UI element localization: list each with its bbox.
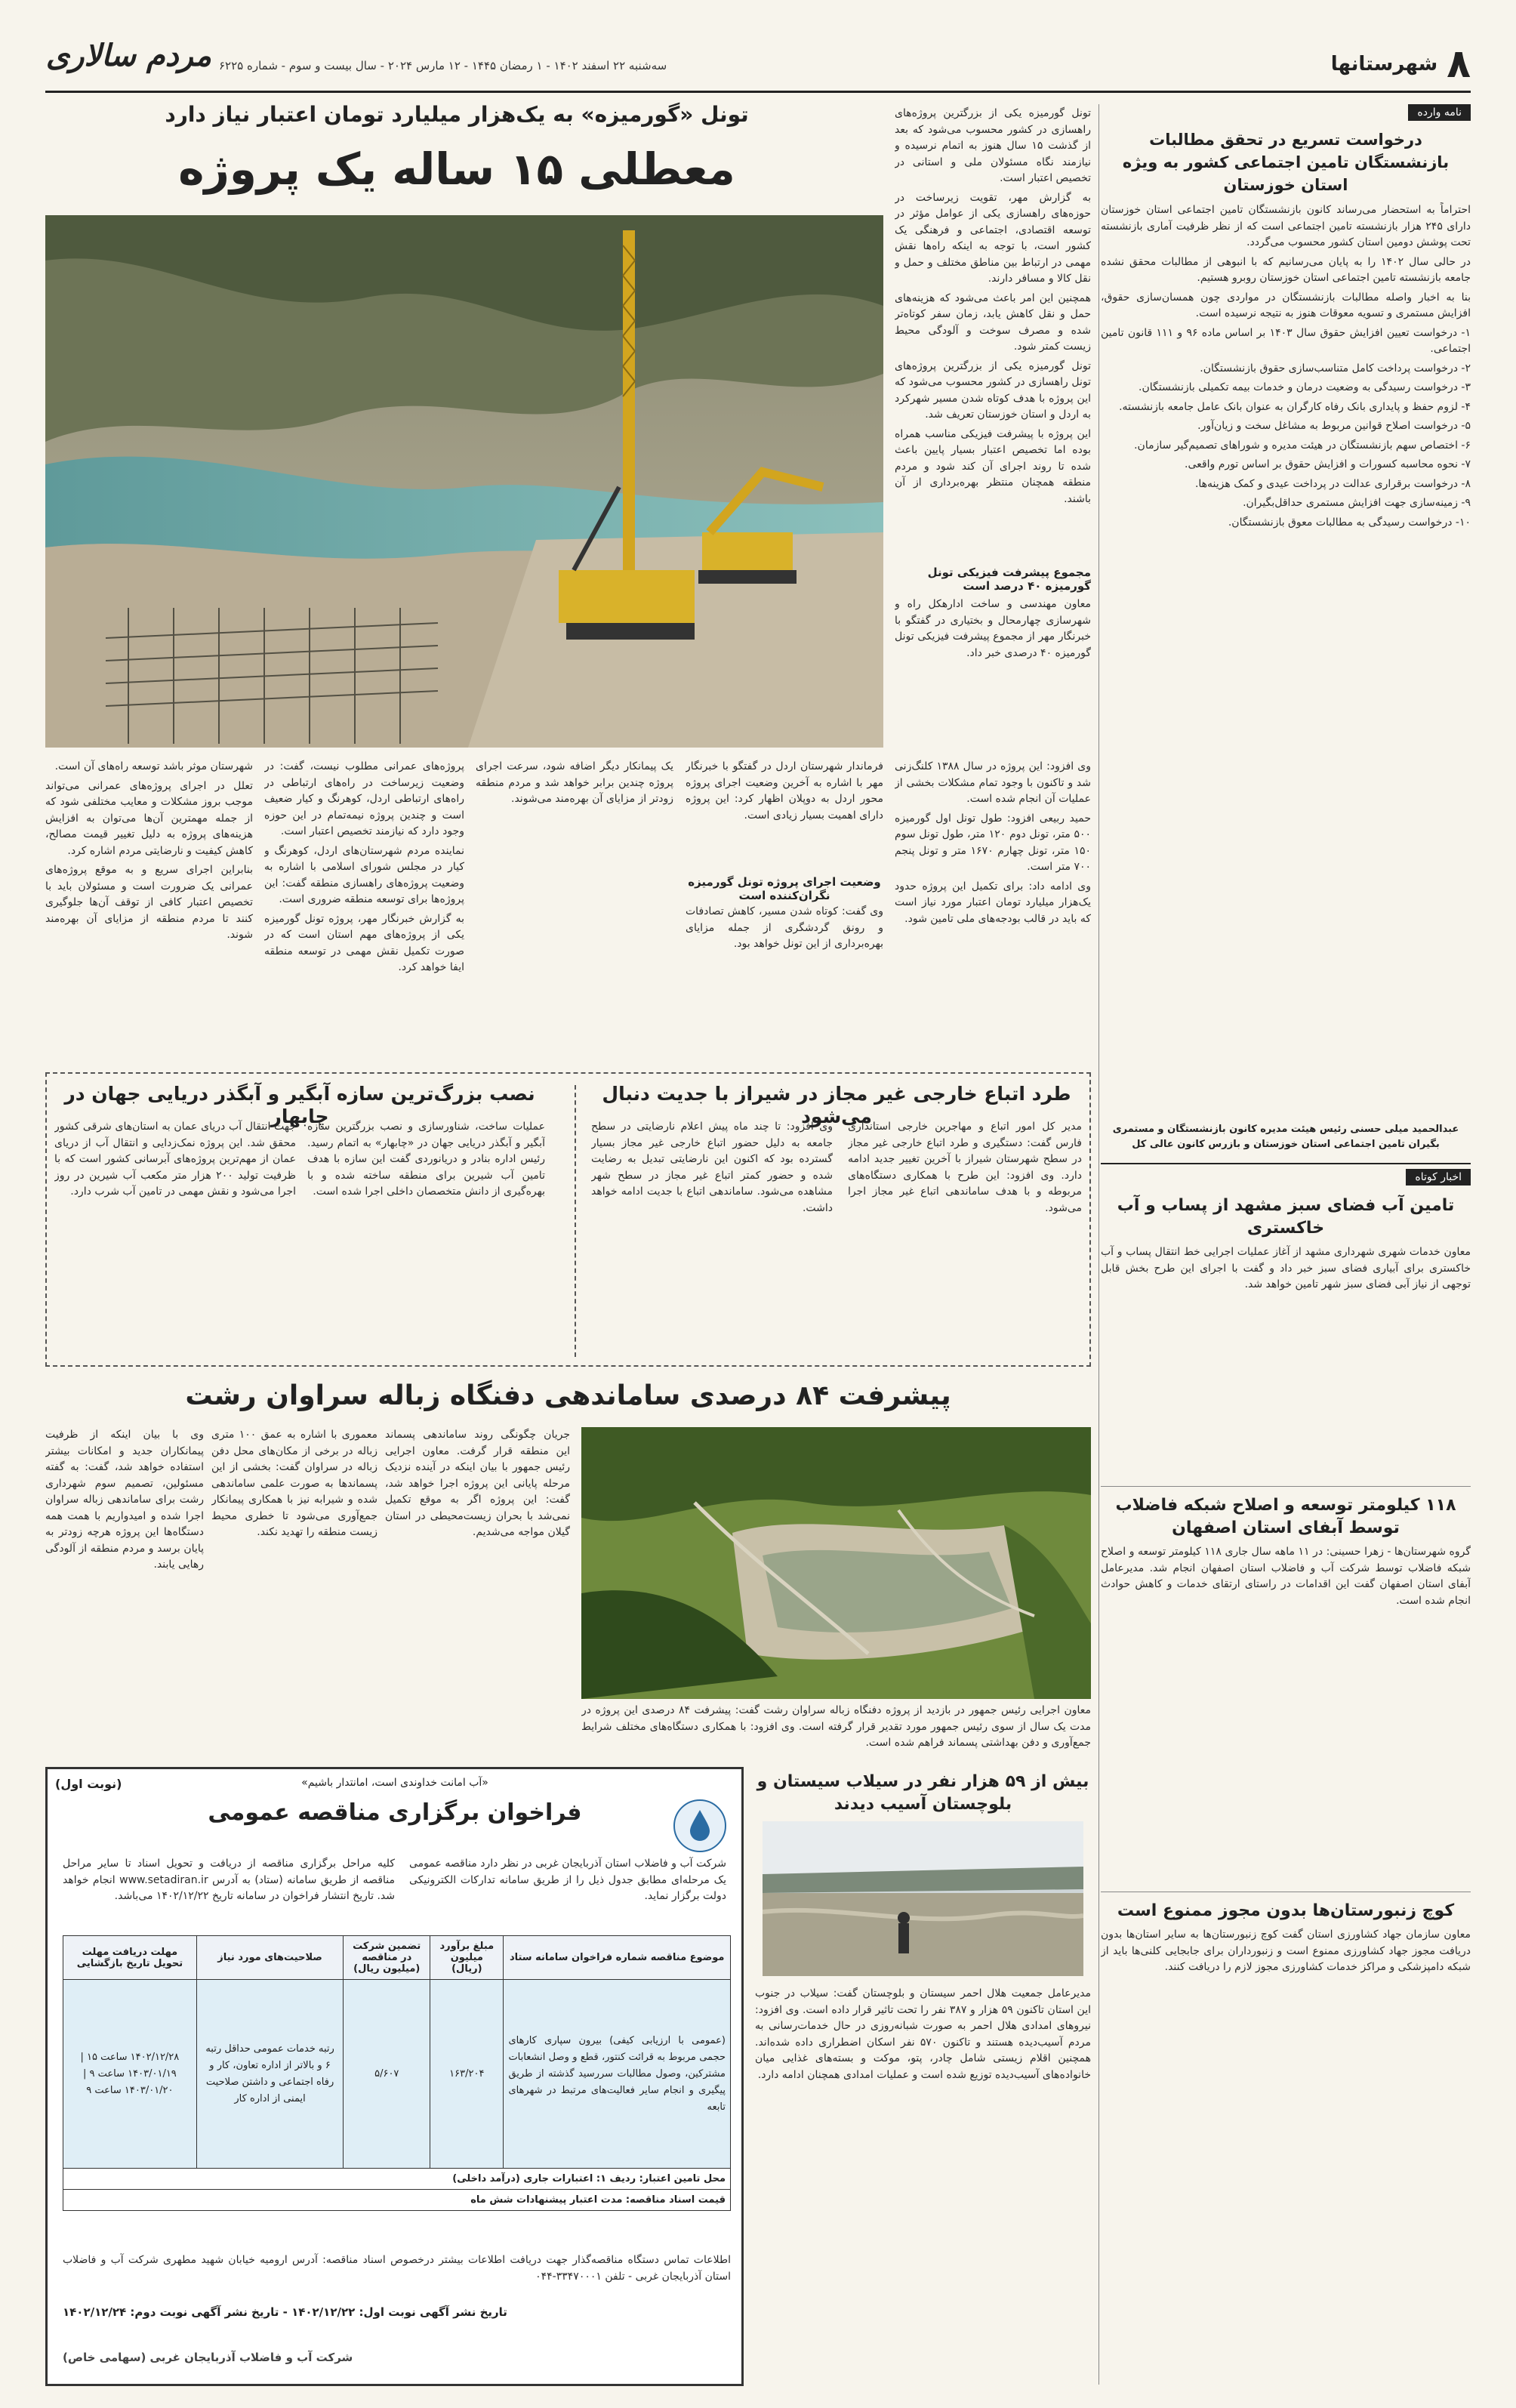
letter-para: در حالی سال ۱۴۰۲ را به پایان می‌رسانیم که با انبوهی از مطالبات محقق نشده جامعه بازنشسته تامین اجتماعی استان خوزستان روبرو هستیم. <box>1101 255 1471 284</box>
ad-round: (نوبت اول) <box>55 1777 122 1791</box>
box-divider <box>574 1085 576 1357</box>
right-column <box>1101 104 1471 2388</box>
masthead-section <box>1274 42 1471 87</box>
landfill-photo <box>581 1427 1091 1699</box>
table-cell: محل تامین اعتبار: ردیف ۱: اعتبارات جاری (درآمد داخلی) <box>63 2169 731 2190</box>
lead-col-3 <box>686 759 883 1057</box>
letter-para: ۹- زمینه‌سازی جهت افزایش مستمری حداقل‌بگیران. <box>1243 497 1471 509</box>
ad-company: شرکت آب و فاضلاب آذربایجان غربی (سهامی خاص) <box>63 2351 353 2364</box>
lead-para: معاون مهندسی و ساخت ادارهکل راه و شهرسازی چهارمحال و بختیاری در گفتگو با خبرنگار مهر از مجموع پیشرفت فیزیکی تونل گورمیزه ۴۰ درصدی خبر داد. <box>895 598 1091 659</box>
letter-para: بنا به اخبار واصله مطالبات بازنشستگان در مواردی چون همسان‌سازی حقوق، افزایش مستمری و تسویه معوقات هنوز به نتیجه نرسیده است. <box>1101 291 1471 319</box>
table-cell: ۵/۶۰۷ <box>344 1980 430 2169</box>
lead-headline: معطلی ۱۵ ساله یک پروژه <box>178 143 735 195</box>
letter-para: ۴- لزوم حفظ و پایداری بانک رفاه کارگران به عنوان بانک عامل جامعه بازنشسته. <box>1119 400 1471 413</box>
flood-title-text: بیش از ۵۹ هزار نفر در سیلاب سیستان و بلوچستان آسیب دیدند <box>756 1772 1089 1814</box>
lead-para: پروژه‌های عمرانی مطلوب نیست، گفت: در وضعیت زیرساخت در راه‌های ارتباطی در راه‌های ارتباطی اردل، کوهرنگ و کیار ضعیف است و چندین پروژه نیمه‌تمام در این حوزه وجود دارد که نیازمند تخصیص اعتبار است. <box>264 760 464 837</box>
company-logo-icon <box>673 1799 726 1852</box>
lead-para: وی افزود: این پروژه در سال ۱۳۸۸ کلنگ‌زنی شد و تاکنون با وجود تمام مشکلات بخشی از عملیات آن انجام شده است. <box>895 760 1091 805</box>
lead-para: تعلل در اجرای پروژه‌های عمرانی می‌تواند موجب بروز مشکلات و معایب مختلفی شود که از جمله مهمترین آن‌ها می‌توان به افزایش هزینه‌های پروژه به دلیل تغییر قیمت مصالح، کاهش کیفیت و نارضایتی مردم اشاره کرد. <box>45 779 253 857</box>
table-row <box>63 2169 731 2190</box>
lead-col-1b <box>895 597 1091 755</box>
story2-title <box>54 1083 545 1127</box>
rasht-col2: جریان چگونگی روند ساماندهی پسماند این منطقه قرار گرفت. معاون اجرایی رئیس جمهور با بیان اینکه در آینده نزدیک مرحله پایانی این پروژه اجرا خواهد شد، گفت: این پروژه اگر به موقع تکمیل نمی‌شد با بحران زیست‌محیطی در استان گیلان مواجه می‌شدیم. <box>385 1429 570 1538</box>
lead-para: به گزارش خبرنگار مهر، پروژه تونل گورمیزه یکی از پروژه‌های مهم استان است که در صورت تکمیل نقش مهمی در توسعه منطقه ایفا خواهد کرد. <box>264 912 464 973</box>
section-name: شهرستانها <box>1330 53 1438 76</box>
letter-signature: عبدالحمید میلی حسنی رئیس هیئت مدیره کانون بازنشستگان و مستمری بگیران تامین اجتماعی استان خوزستان و بازرس کانون عالی کل <box>1112 1124 1459 1150</box>
table-row <box>63 1980 731 2169</box>
letter-para: احتراماً به استحضار می‌رساند کانون بازنشستگان تامین اجتماعی استان خوزستان دارای ۲۴۵ هزار بازنشسته تامین اجتماعی است که از نظر ظرفیت آماری بازنشسته تحت پوشش دومین استان کشور محسوب می‌گردد. <box>1101 204 1471 248</box>
table-header: مبلغ برآورد میلیون (ریال) <box>430 1936 504 1980</box>
boxed-news-section <box>45 1072 1091 1367</box>
table-header: موضوع مناقصه شماره فراخوان سامانه ستاد <box>504 1936 731 1980</box>
brief-divider <box>1101 1486 1471 1487</box>
lead-para: این پروژه با پیشرفت فیزیکی مناسب همراه بوده اما تخصیص اعتبار بسیار پایین باعث شده تا روند اجرای آن کند شود و مردم منطقه همچنان منتظر بهره‌برداری از آن باشند. <box>895 427 1091 505</box>
flood-body: مدیرعامل جمعیت هلال احمر سیستان و بلوچستان گفت: سیلاب در جنوب این استان تاکنون ۵۹ هزار و ۳۸۷ نفر را تحت تاثیر قرار داده است. وی افزود: نیروهای امدادی هلال احمر به صورت شبانه‌روزی در حال خدمات‌رسانی به مردم آسیب‌دیده هستند و تاکنون ۵۷۰ نفر اسکان اضطراری داده شده‌اند. همچنین اقلام زیستی شامل چادر، پتو، موکت و بسته‌های غذایی میان خانواده‌های آسیب‌دیده توزیع شده است و عملیات امدادی همچنان ادامه دارد. <box>755 1987 1091 2081</box>
letter-para: ۷- نحوه محاسبه کسورات و افزایش حقوق بر اساس تورم واقعی. <box>1185 458 1471 470</box>
brief2-title: ۱۱۸ کیلومتر توسعه و اصلاح شبکه فاضلاب توسط آبفای استان اصفهان <box>1115 1496 1456 1537</box>
briefs-tag-row <box>1101 1163 1471 1186</box>
letter-title: درخواست تسریع در تحقق مطالبات بازنشستگان تامین اجتماعی کشور به ویژه استان خوزستان <box>1122 131 1450 194</box>
brief3-title: کوچ زنبورستان‌ها بدون مجوز ممنوع است <box>1117 1901 1455 1920</box>
letter-para: ۶- اختصاص سهم بازنشستگان در هیئت مدیره و شوراهای تصمیم‌گیر سازمان. <box>1134 439 1471 452</box>
lead-para: حمید ربیعی افزود: طول تونل اول گورمیزه ۵۰۰ متر، تونل دوم ۱۲۰ متر، طول تونل سوم ۱۵۰ متر، تونل چهارم ۱۶۷۰ متر و تونل پنجم ۷۰۰ متر است. <box>895 812 1091 873</box>
letter-para: ۲- درخواست پرداخت کامل متناسب‌سازی حقوق بازنشستگان. <box>1200 362 1471 375</box>
story2-col2: جهت انتقال آب دریای عمان به استان‌های شرقی کشور محقق شد. این پروژه نمک‌زدایی و انتقال آب از دریای عمان از مهم‌ترین پروژه‌های آبرسانی کشور است که با ظرفیت تولید ۲۰۰ هزار متر مکعب آب شیرین در روز اجرا می‌شود و نقش مهمی در تامین آب شرب دارد. <box>54 1121 296 1198</box>
lead-kicker <box>45 102 868 138</box>
flood-photo-svg <box>763 1821 1083 1976</box>
rasht-col1: معاون اجرایی رئیس جمهور در بازدید از پروژه دفنگاه زباله سراوان رشت گفت: پیشرفت ۸۴ درصدی این پروژه در مدت یک سال از سوی رئیس جمهور مورد تقدیر قرار گرفته است. وی افزود: با همکاری دستگاه‌های مختلف شرایط جمع‌آوری و دفن بهداشتی پسماند فراهم شده است. <box>581 1704 1091 1749</box>
paper-name: مردم سالاری <box>45 38 211 73</box>
lead-col-6 <box>45 759 253 1057</box>
story1-title-text: طرد اتباع خارجی غیر مجاز در شیراز با جدیت دنبال می‌شود <box>602 1083 1071 1127</box>
letter-para: ۵- درخواست اصلاح قوانین مربوط به مشاغل سخت و زیان‌آور. <box>1197 420 1471 432</box>
ad-note: «آب امانت خداوندی است، امانتدار باشیم» <box>301 1777 488 1789</box>
letter-body <box>1101 202 1471 1116</box>
lead-para: همچنین این امر باعث می‌شود که هزینه‌های حمل و نقل کاهش یابد، زمان سفر کوتاه‌تر شده و مصرف سوخت و آلودگی محیط زیست کمتر شود. <box>895 291 1091 353</box>
brief1-body: معاون خدمات شهری شهرداری مشهد از آغاز عملیات اجرایی خط انتقال پساب و آب خاکستری برای آبیاری فضای سبز خبر داد و گفت با اجرای این طرح بخش قابل توجهی از نیاز آبی فضای سبز شهر تامین خواهد شد. <box>1101 1246 1471 1290</box>
brief2-body: گروه شهرستان‌ها - زهرا حسینی: در ۱۱ ماهه سال جاری ۱۱۸ کیلومتر توسعه و اصلاح شبکه فاضلاب توسط شرکت آب و فاضلاب استان اصفهان انجام شد. مدیرعامل آبفای استان اصفهان گفت این اقدامات در راستای ارتقای خدمات و کاهش حوادث انجام شده است. <box>1101 1546 1471 1607</box>
construction-photo-svg <box>45 215 883 748</box>
dateline: سه‌شنبه ۲۲ اسفند ۱۴۰۲ - ۱ رمضان ۱۴۴۵ - ۱۲ مارس ۲۰۲۴ - سال بیست و سوم - شماره ۶۲۲۵ <box>219 59 667 72</box>
letter-para: ۳- درخواست رسیدگی به وضعیت درمان و خدمات بیمه تکمیلی بازنشستگان. <box>1139 381 1471 393</box>
ad-intro2: کلیه مراحل برگزاری مناقصه از دریافت و تحویل اسناد تا سایر مراحل مناقصه از طریق سامانه (ستاد) به آدرس www.setadiran.ir انجام خواهد شد. تاریخ انتشار فراخوان در سامانه تاریخ ۱۴۰۲/۱۲/۲۲ می‌باشد. <box>63 1858 395 1902</box>
ad-intro: شرکت آب و فاضلاب استان آذربایجان غربی در نظر دارد مناقصه عمومی یک مرحله‌ای مطابق جدول ذیل را از طریق سامانه تدارکات الکترونیکی دولت برگزار نماید. <box>409 1858 726 1902</box>
lead-col-1 <box>895 106 1091 559</box>
story1-col2: وی افزود: تا چند ماه پیش اعلام نارضایتی در سطح جامعه به دلیل حضور اتباع خارجی غیر مجاز بسیار گسترده بود که اکنون این نارضایتی تبدیل به رضایت شده و حضور کمتر اتباع غیر مجاز در سطح شهر مشاهده می‌شود. ساماندهی اتباع با جدیت ادامه خواهد داشت. <box>591 1121 833 1214</box>
lead-para: نماینده مردم شهرستان‌های اردل، کوهرنگ و کیار در مجلس شورای اسلامی با اشاره به وضعیت پروژه‌های راهسازی منطقه گفت: این پروژه‌ها برای توسعه منطقه ضروری است. <box>264 844 464 905</box>
brief3-body: معاون سازمان جهاد کشاورزی استان گفت کوچ زنبورستان‌ها به سایر استان‌ها بدون دریافت مجوز جهاد کشاورزی ممنوع است و زنبورداران برای جابجایی کلنی‌ها باید از شبکه دامپزشکی و مراکز خدمات کشاورزی مجوز لازم را دریافت کنند. <box>1101 1929 1471 1973</box>
table-cell: ۱۴۰۲/۱۲/۲۸ ساعت ۱۵ | ۱۴۰۳/۰۱/۱۹ ساعت ۹ | ۱۴۰۳/۰۱/۲۰ ساعت ۹ <box>63 1980 197 2169</box>
lead-para: شهرستان موثر باشد توسعه راه‌های آن است. <box>54 760 253 772</box>
paper-logo <box>45 38 211 83</box>
brief1-title: تامین آب فضای سبز مشهد از پساب و آب خاکستری <box>1117 1196 1455 1238</box>
lead-para: فرماندار شهرستان اردل در گفتگو با خبرنگار مهر با اشاره به آخرین وضعیت اجرای پروژه محور اردل به دوپلان اظهار کرد: این پروژه دارای اهمیت بسیار زیادی است. <box>686 760 883 822</box>
table-cell: قیمت اسناد مناقصه: مدت اعتبار پیشنهادات شش ماه <box>63 2190 731 2211</box>
tender-ad <box>45 1767 744 2386</box>
letter-para: ۱۰- درخواست رسیدگی به مطالبات معوق بازنشستگان. <box>1228 516 1471 529</box>
story1-col1: مدیر کل امور اتباع و مهاجرین خارجی استانداری فارس گفت: دستگیری و طرد اتباع خارجی غیر مجاز در سطح شهرستان شیراز با آخرین تغییر جدید ادامه دارد. وی افزود: این طرح با همکاری دستگاه‌های مربوطه و با هدف ساماندهی اتباع غیر مجاز اجرا می‌شود. <box>848 1121 1082 1214</box>
letter-tag: نامه وارده <box>1408 104 1471 121</box>
page-number: ۸ <box>1447 42 1471 87</box>
table-cell: رتبه خدمات عمومی حداقل رتبه ۶ و بالاتر از اداره تعاون، کار و رفاه اجتماعی و داشتن صلاحیت ایمنی از اداره کار <box>196 1980 343 2169</box>
landfill-photo-svg <box>581 1427 1091 1699</box>
lead-para: تونل گورمیزه یکی از بزرگترین پروژه‌های راهسازی در کشور محسوب می‌شود که بعد از گذشت ۱۵ سال هنوز به اتمام نرسیده و نیازمند نگاه مسئولان ملی و استانی در تخصیص اعتبار است. <box>895 107 1091 184</box>
table-row <box>63 2190 731 2211</box>
lead-para: وی ادامه داد: برای تکمیل این پروژه حدود یک‌هزار میلیارد تومان اعتبار مورد نیاز است که باید در قالب بودجه‌های ملی تامین شود. <box>895 880 1091 925</box>
lead-photo <box>45 215 883 748</box>
table-header: صلاحیت‌های مورد نیاز <box>196 1936 343 1980</box>
table-cell: ۱۶۳/۲۰۴ <box>430 1980 504 2169</box>
kicker-text: تونل «گورمیزه» به یک‌هزار میلیارد تومان اعتبار نیاز دارد <box>165 102 749 127</box>
story1-title <box>591 1083 1082 1127</box>
letter-tag-row <box>1101 104 1471 121</box>
table-cell: (عمومی با ارزیابی کیفی) بیرون سپاری کارهای حجمی مربوط به قرائت کنتور، قطع و وصل انشعابات مشترکین، وصول مطالبات سررسید گذشته از طریق پیگیری و انجام سایر فعالیت‌های مرتبط در شهرهای تابعه <box>504 1980 731 2169</box>
lead-para: وی گفت: کوتاه شدن مسیر، کاهش تصادفات و رونق گردشگری از جمله مزایای بهره‌برداری از این تونل خواهد بود. <box>686 905 883 950</box>
flood-photo <box>763 1821 1083 1976</box>
story2-col1: عملیات ساخت، شناورسازی و نصب بزرگترین سازه آبگیر و آبگذر دریایی جهان در «چابهار» به اتمام رسید. رئیس اداره بنادر و دریانوردی گفت این سازه با هدف تامین آب شیرین برای منطقه ساخته شده و با بهره‌گیری از دانش متخصصان داخلی اجرا شده است. <box>307 1121 545 1198</box>
letter-para: ۱- درخواست تعیین افزایش حقوق سال ۱۴۰۳ بر اساس ماده ۹۶ و ۱۱۱ قانون تامین اجتماعی. <box>1101 326 1471 355</box>
ad-table-wrap <box>63 1935 731 2237</box>
story2-title-text: نصب بزرگ‌ترین سازه آبگیر و آبگذر دریایی جهان در چابهار <box>64 1083 535 1127</box>
lead-para: تونل گورمیزه یکی از بزرگترین پروژه‌های تونل راهسازی در کشور محسوب می‌شود که این پروژه با هدف کوتاه شدن مسیر شهرکرد به اردل و استان خوزستان تعریف شد. <box>895 359 1091 421</box>
subhead-text: مجموع پیشرفت فیزیکی تونل گورمیزه ۴۰ درصد است <box>927 566 1091 593</box>
ad-title: فراخوان برگزاری مناقصه عمومی <box>208 1799 582 1826</box>
ad-contact: اطلاعات تماس دستگاه مناقصه‌گذار جهت دریافت اطلاعات بیشتر درخصوص اسناد مناقصه: آدرس ارومیه خیابان شهید مطهری شرکت آب و فاضلاب استان آذربایجان غربی - تلفن ۳۳۴۷۰۰۰۱-۰۴۴ <box>63 2254 731 2283</box>
flood-title <box>755 1771 1091 1812</box>
column-divider <box>1098 104 1099 2385</box>
lead-col-2 <box>895 759 1091 1057</box>
rasht-col4: وی با بیان اینکه از ظرفیت پیمانکاران جدید و امکانات بیشتر استفاده خواهد شد، گفت: به گفته مسئولین، تصمیم سوم شهرداری رشت برای ساماندهی زباله سراوان اجرا شده و امیدواریم با همت همه دستگاه‌ها این پروژه هرچه زودتر به پایان برسد و مردم منطقه از آلودگی رهایی یابند. <box>45 1429 204 1571</box>
letter-para: ۸- درخواست برقراری عدالت در پرداخت عیدی و کمک هزینه‌ها. <box>1194 477 1471 490</box>
table-header-row <box>63 1936 731 1980</box>
lead-col-4: یک پیمانکار دیگر اضافه شود، سرعت اجرای پروژه چندین برابر خواهد شد و مردم منطقه زودتر از مزایای آن بهره‌مند می‌شوند. <box>476 760 673 805</box>
lead-para: بنابراین اجرای سریع و به موقع پروژه‌های عمرانی یک ضرورت است و مسئولان باید با تخصیص اعتبار کافی از توقف آن‌ها جلوگیری کنند تا مردم منطقه از مزایای آن بهره‌مند شوند. <box>45 864 253 941</box>
lead-subhead-1 <box>895 563 1091 593</box>
briefs-tag: اخبار کوتاه <box>1406 1169 1471 1186</box>
rasht-col3: معموری با اشاره به عمق ۱۰۰ متری زباله در برخی از مکان‌های محل دفن زباله در سراوان گفت: بخشی از این پسماندها به صورت علمی ساماندهی شده و شیرابه نیز با همکاری پیمانکار جمع‌آوری می‌شود تا خطری محیط زیست منطقه را تهدید نکند. <box>211 1429 377 1538</box>
lead-col-5 <box>264 759 464 1057</box>
table-header: مهلت دریافت مهلت تحویل تاریخ بازگشایی <box>63 1936 197 1980</box>
table-header: تضمین شرکت در مناقصه (میلیون ریال) <box>344 1936 430 1980</box>
lead-para: به گزارش مهر، تقویت زیرساخت در حوزه‌های راهسازی یکی از عوامل مؤثر در توسعه اقتصادی، اجتماعی و فرهنگی یک کشور است، با توجه به اینکه راه‌ها نقش مهمی در ارتباط بین مناطق مختلف و حمل و نقل کالا و مسافر دارند. <box>895 191 1091 285</box>
rasht-headline: پیشرفت ۸۴ درصدی ساماندهی دفنگاه زباله سراوان رشت <box>185 1380 951 1411</box>
masthead-rule <box>45 91 1471 93</box>
subhead-text: وضعیت اجرای پروژه تونل گورمیزه نگران‌کننده است <box>688 875 881 902</box>
ad-dates: تاریخ نشر آگهی نوبت اول: ۱۴۰۲/۱۲/۲۲ - تاریخ نشر آگهی نوبت دوم: ۱۴۰۲/۱۲/۲۴ <box>63 2305 507 2319</box>
tender-table <box>63 1935 731 2211</box>
